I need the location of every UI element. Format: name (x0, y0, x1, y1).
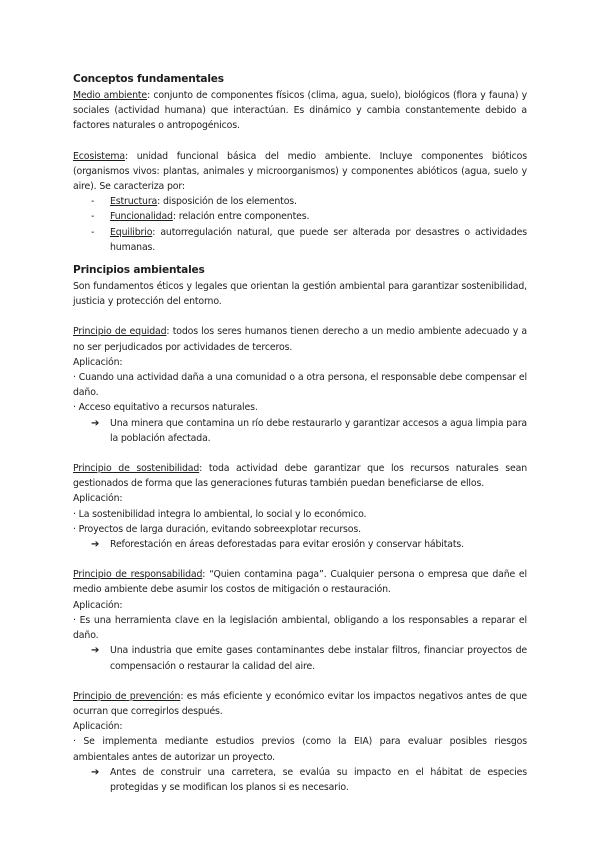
label-aplicacion: Aplicación: (73, 493, 123, 505)
para-sostenibilidad (73, 461, 527, 491)
document-page (73, 72, 527, 795)
text-estructura: : disposición de los elementos. (157, 196, 297, 208)
para-equidad (73, 324, 527, 354)
para-medio-ambiente (73, 88, 527, 134)
term-equidad: Principio de equidad (73, 326, 167, 338)
text-responsabilidad: : “Quien contamina paga”. Cualquier persona o empresa que dañe el medio ambiente debe asumir los costos de mitigación o restauración. (73, 569, 527, 596)
term-ecosistema: Ecosistema (73, 150, 126, 162)
heading-principios: Principios ambientales (73, 264, 205, 277)
equidad-example (73, 416, 527, 446)
arrow-icon: ➔ (91, 417, 100, 429)
sost-aplicacion-1: · La sostenibilidad integra lo ambiental, lo social y lo económico. (73, 508, 367, 520)
label-aplicacion: Aplicación: (73, 356, 123, 368)
resp-example (73, 643, 527, 673)
text-ecosistema: : unidad funcional básica del medio ambiente. Incluye componentes bióticos (organismos vivos: plantas, animales y microorganismos) y componentes abióticos (agua, suelo y aire). Se caracteriza por: (73, 150, 527, 193)
arrow-icon: ➔ (91, 539, 100, 551)
arrow-icon: ➔ (91, 766, 100, 778)
term-estructura: Estructura (110, 196, 158, 208)
term-medio-ambiente: Medio ambiente (73, 90, 148, 101)
para-responsabilidad (73, 567, 527, 597)
list-item-funcionalidad (73, 209, 527, 224)
text-prevencion: : es más eficiente y económico evitar los impactos negativos antes de que ocurran que corregirlos después. (73, 690, 527, 717)
text-funcionalidad: : relación entre componentes. (172, 211, 310, 223)
term-prevencion: Principio de prevención (73, 690, 181, 702)
resp-aplicacion-1: · Es una herramienta clave en la legislación ambiental, obligando a los responsables a reparar el daño. (73, 614, 527, 642)
prev-example (73, 765, 527, 795)
equidad-aplicacion-1: · Cuando una actividad daña a una comunidad o a otra persona, el responsable debe compensar el daño. (73, 372, 527, 399)
text-sostenibilidad: : toda actividad debe garantizar que los recursos naturales sean gestionados de forma que las generaciones futuras también puedan beneficiarse de ellos. (73, 463, 527, 490)
para-ecosistema (73, 149, 527, 195)
para-intro-principios: Son fundamentos éticos y legales que orientan la gestión ambiental para garantizar sostenibilidad, justicia y protección del entorno. (73, 281, 527, 308)
dash-bullet: - (91, 196, 95, 208)
text-equidad-example: Una minera que contamina un río debe restaurarlo y garantizar accesos a agua limpia para la población afectada. (110, 417, 527, 444)
equidad-aplicacion-2: · Acceso equitativo a recursos naturales. (73, 402, 258, 414)
prev-aplicacion-1: · Se implementa mediante estudios previos (como la EIA) para evaluar posibles riesgos ambientales antes de autorizar un proyecto. (73, 736, 527, 763)
term-responsabilidad: Principio de responsabilidad (73, 569, 203, 581)
term-funcionalidad: Funcionalidad (110, 211, 173, 223)
para-prevencion (73, 689, 527, 719)
term-sostenibilidad: Principio de sostenibilidad (73, 463, 200, 475)
text-resp-example: Una industria que emite gases contaminantes debe instalar filtros, financiar proyectos de compensación o restaurar la calidad del aire. (110, 645, 527, 672)
text-medio-ambiente: : conjunto de componentes físicos (clima, agua, suelo), biológicos (flora y fauna) y sociales (actividad humana) que interactúan. Es dinámico y cambia constantemente debido a factores naturales o antropogénicos. (73, 90, 527, 132)
text-prev-example: Antes de construir una carretera, se evalúa su impacto en el hábitat de especies protegidas y se modifican los planos si es necesario. (110, 766, 527, 793)
heading-conceptos: Conceptos fundamentales (73, 73, 224, 85)
list-item-estructura (73, 194, 527, 209)
label-aplicacion: Aplicación: (73, 599, 123, 611)
dash-bullet: - (91, 211, 95, 223)
sost-aplicacion-2: · Proyectos de larga duración, evitando sobreexplotar recursos. (73, 523, 361, 535)
term-equilibrio: Equilibrio (110, 226, 153, 238)
text-sost-example: Reforestación en áreas deforestadas para evitar erosión y conservar hábitats. (110, 539, 464, 551)
text-equilibrio: : autorregulación natural, que puede ser alterada por desastres o actividades humanas. (110, 226, 527, 253)
label-aplicacion: Aplicación: (73, 721, 123, 733)
dash-bullet: - (91, 226, 95, 238)
sost-example (73, 537, 527, 552)
list-item-equilibrio (73, 225, 527, 255)
arrow-icon: ➔ (91, 645, 100, 657)
text-equidad: : todos los seres humanos tienen derecho a un medio ambiente adecuado y a no ser perjudicados por actividades de terceros. (73, 326, 527, 353)
